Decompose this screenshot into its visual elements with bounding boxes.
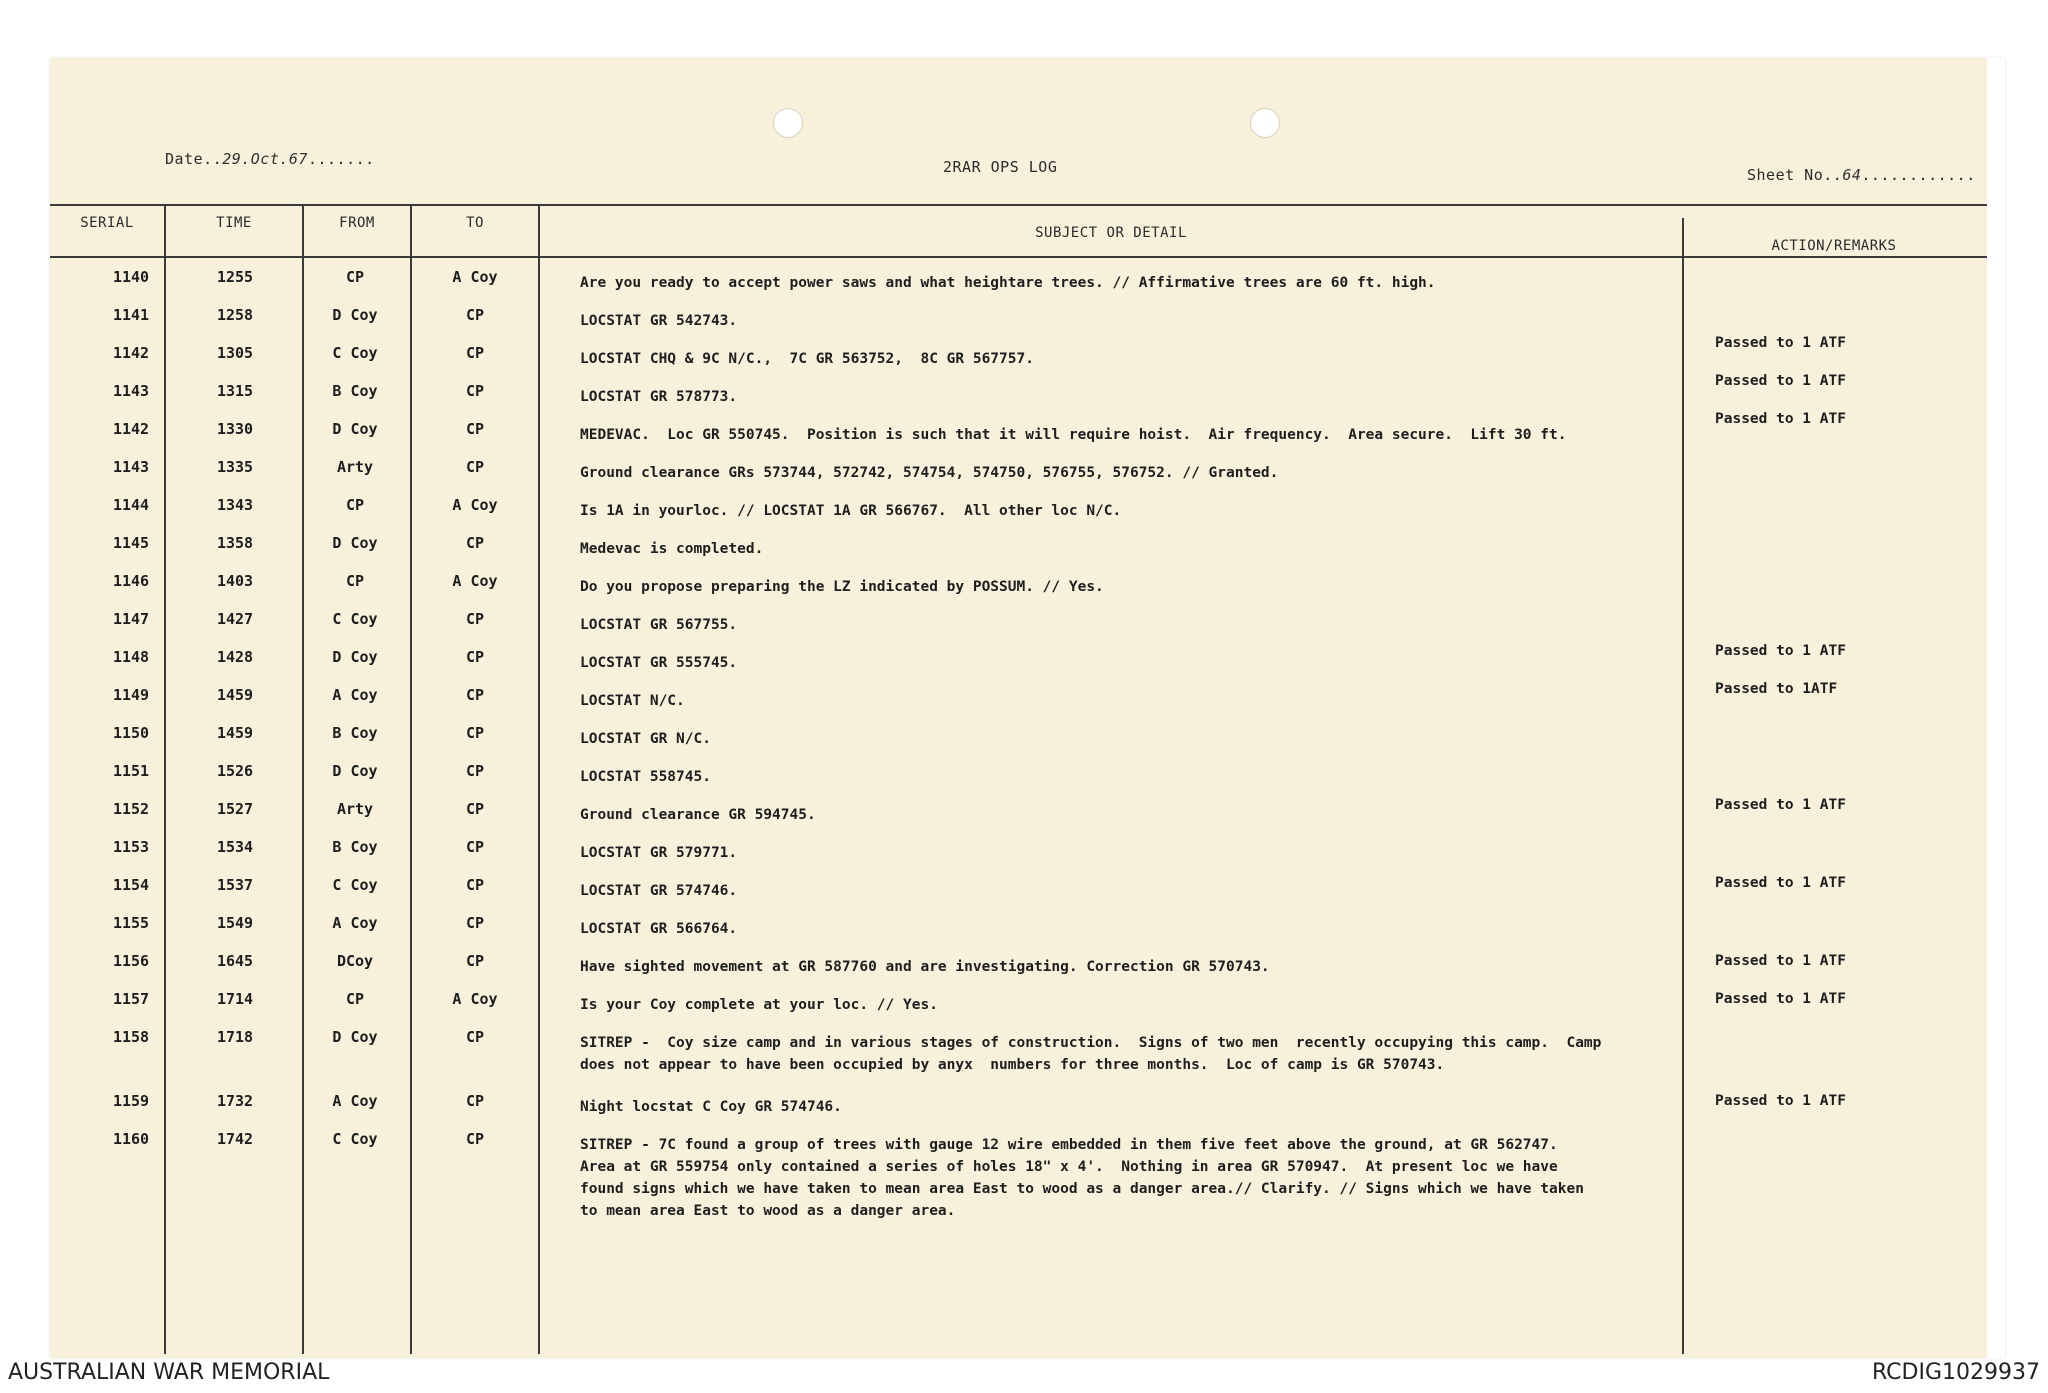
row-to: A Coy: [452, 572, 498, 590]
row-to: CP: [465, 648, 485, 666]
punch-hole-right: [1250, 108, 1280, 138]
row-detail: LOCSTAT GR 578773.: [580, 389, 738, 405]
row-serial: 1160: [112, 1130, 150, 1148]
row-serial: 1143: [112, 458, 150, 476]
page-title: 2RAR OPS LOG: [943, 158, 1058, 176]
row-to: A Coy: [452, 496, 498, 514]
row-to: CP: [465, 838, 485, 856]
date-value: 29.Oct.67: [222, 150, 308, 168]
row-time: 1305: [216, 344, 254, 362]
col-divider-from: [410, 204, 412, 1354]
row-detail: SITREP - Coy size camp and in various stages of construction. Signs of two men recently occupying this camp. Camp does not appear to have been occupied by anyx numbers for three months. Loc of camp is GR 570743.: [580, 1035, 1602, 1073]
row-remark: Passed to 1 ATF: [1715, 643, 1846, 659]
col-divider-time: [302, 204, 304, 1354]
row-detail: Are you ready to accept power saws and what heightare trees. // Affirmative trees are 60 ft. high.: [580, 275, 1436, 291]
row-from: D Coy: [332, 420, 378, 438]
row-from: CP: [345, 990, 365, 1008]
row-serial: 1151: [112, 762, 150, 780]
row-from: D Coy: [332, 762, 378, 780]
row-from: C Coy: [332, 610, 378, 628]
row-from: C Coy: [332, 876, 378, 894]
row-from: CP: [345, 572, 365, 590]
header-top-rule: [50, 204, 2005, 206]
row-serial: 1149: [112, 686, 150, 704]
row-detail: Night locstat C Coy GR 574746.: [580, 1099, 842, 1115]
row-serial: 1141: [112, 306, 150, 324]
row-serial: 1143: [112, 382, 150, 400]
row-to: CP: [465, 610, 485, 628]
row-from: Arty: [336, 458, 374, 476]
row-remark: Passed to 1 ATF: [1715, 335, 1846, 351]
punch-hole-left: [773, 108, 803, 138]
col-header-remarks: ACTION/REMARKS: [1771, 238, 1897, 254]
sheet-value: 64: [1842, 166, 1862, 184]
date-label: Date..: [165, 150, 223, 168]
row-time: 1527: [216, 800, 254, 818]
footer-credit: AUSTRALIAN WAR MEMORIAL: [8, 1360, 330, 1385]
row-from: DCoy: [336, 952, 374, 970]
row-from: B Coy: [332, 838, 378, 856]
row-detail: Ground clearance GR 594745.: [580, 807, 816, 823]
row-serial: 1146: [112, 572, 150, 590]
row-detail: LOCSTAT GR 574746.: [580, 883, 738, 899]
row-to: CP: [465, 344, 485, 362]
row-detail: Do you propose preparing the LZ indicated by POSSUM. // Yes.: [580, 579, 1104, 595]
row-serial: 1140: [112, 268, 150, 286]
row-from: CP: [345, 268, 365, 286]
log-sheet: [50, 58, 2005, 1358]
row-to: CP: [465, 382, 485, 400]
row-to: CP: [465, 876, 485, 894]
row-from: CP: [345, 496, 365, 514]
row-serial: 1150: [112, 724, 150, 742]
row-time: 1258: [216, 306, 254, 324]
row-remark: Passed to 1 ATF: [1715, 953, 1846, 969]
row-time: 1534: [216, 838, 254, 856]
row-remark: Passed to 1 ATF: [1715, 373, 1846, 389]
row-detail: LOCSTAT GR 566764.: [580, 921, 738, 937]
row-to: A Coy: [452, 268, 498, 286]
row-detail: Have sighted movement at GR 587760 and are investigating. Correction GR 570743.: [580, 959, 1270, 975]
row-serial: 1154: [112, 876, 150, 894]
row-to: CP: [465, 458, 485, 476]
col-header-from: FROM: [339, 215, 375, 231]
row-serial: 1156: [112, 952, 150, 970]
col-divider-to: [538, 204, 540, 1354]
row-time: 1343: [216, 496, 254, 514]
sheet-dots: ............: [1861, 166, 1976, 184]
row-time: 1335: [216, 458, 254, 476]
row-serial: 1142: [112, 344, 150, 362]
row-to: CP: [465, 686, 485, 704]
row-to: A Coy: [452, 990, 498, 1008]
row-serial: 1148: [112, 648, 150, 666]
row-remark: Passed to 1 ATF: [1715, 797, 1846, 813]
row-from: A Coy: [332, 686, 378, 704]
footer-record-id: RCDIG1029937: [1871, 1360, 2040, 1385]
row-time: 1645: [216, 952, 254, 970]
row-time: 1459: [216, 724, 254, 742]
row-from: D Coy: [332, 306, 378, 324]
row-from: A Coy: [332, 1092, 378, 1110]
row-time: 1732: [216, 1092, 254, 1110]
row-from: D Coy: [332, 648, 378, 666]
row-time: 1714: [216, 990, 254, 1008]
col-header-detail: SUBJECT OR DETAIL: [1035, 225, 1187, 241]
row-detail: LOCSTAT GR N/C.: [580, 731, 711, 747]
row-remark: Passed to 1 ATF: [1715, 991, 1846, 1007]
row-serial: 1155: [112, 914, 150, 932]
row-detail: LOCSTAT GR 555745.: [580, 655, 738, 671]
row-to: CP: [465, 420, 485, 438]
row-to: CP: [465, 1130, 485, 1148]
row-from: D Coy: [332, 534, 378, 552]
col-header-time: TIME: [216, 215, 252, 231]
row-detail: SITREP - 7C found a group of trees with gauge 12 wire embedded in them five feet above the ground, at GR 562747. Area at GR 559754 only contained a series of holes 18" x 4'. Nothing in area GR 570947. At present loc we have found signs which we have taken to mean area East to wood as a danger area.// Clarify. // Signs which we have taken to mean area East to wood as a danger area.: [580, 1137, 1584, 1219]
col-header-serial: SERIAL: [80, 215, 134, 231]
row-remark: Passed to 1 ATF: [1715, 411, 1846, 427]
row-to: CP: [465, 724, 485, 742]
row-to: CP: [465, 534, 485, 552]
row-detail: LOCSTAT GR 542743.: [580, 313, 738, 329]
sheet-number-field: [1747, 166, 1976, 184]
row-time: 1315: [216, 382, 254, 400]
row-serial: 1158: [112, 1028, 150, 1046]
row-detail: Is 1A in yourloc. // LOCSTAT 1A GR 566767. All other loc N/C.: [580, 503, 1122, 519]
row-detail: Ground clearance GRs 573744, 572742, 574754, 574750, 576755, 576752. // Granted.: [580, 465, 1279, 481]
row-remark: Passed to 1 ATF: [1715, 1093, 1846, 1109]
row-time: 1330: [216, 420, 254, 438]
row-to: CP: [465, 800, 485, 818]
row-detail: LOCSTAT CHQ & 9C N/C., 7C GR 563752, 8C GR 567757.: [580, 351, 1034, 367]
row-from: D Coy: [332, 1028, 378, 1046]
row-serial: 1147: [112, 610, 150, 628]
row-time: 1358: [216, 534, 254, 552]
row-detail: MEDEVAC. Loc GR 550745. Position is such that it will require hoist. Air frequency. Area secure. Lift 30 ft.: [580, 427, 1567, 443]
row-time: 1742: [216, 1130, 254, 1148]
row-serial: 1145: [112, 534, 150, 552]
row-serial: 1142: [112, 420, 150, 438]
row-serial: 1152: [112, 800, 150, 818]
row-to: CP: [465, 306, 485, 324]
row-serial: 1159: [112, 1092, 150, 1110]
sheet-label: Sheet No..: [1747, 166, 1843, 184]
row-to: CP: [465, 762, 485, 780]
date-field: [165, 150, 375, 168]
row-time: 1427: [216, 610, 254, 628]
row-from: A Coy: [332, 914, 378, 932]
row-to: CP: [465, 1028, 485, 1046]
row-serial: 1153: [112, 838, 150, 856]
row-detail: Medevac is completed.: [580, 541, 764, 557]
row-time: 1549: [216, 914, 254, 932]
row-to: CP: [465, 914, 485, 932]
row-time: 1459: [216, 686, 254, 704]
row-time: 1537: [216, 876, 254, 894]
row-detail: LOCSTAT GR 567755.: [580, 617, 738, 633]
row-serial: 1144: [112, 496, 150, 514]
row-time: 1255: [216, 268, 254, 286]
row-to: CP: [465, 1092, 485, 1110]
row-from: B Coy: [332, 724, 378, 742]
row-detail: LOCSTAT 558745.: [580, 769, 711, 785]
row-remark: Passed to 1 ATF: [1715, 875, 1846, 891]
row-from: B Coy: [332, 382, 378, 400]
row-time: 1526: [216, 762, 254, 780]
header-bottom-rule: [50, 256, 2005, 258]
row-to: CP: [465, 952, 485, 970]
row-detail: LOCSTAT N/C.: [580, 693, 685, 709]
date-dots: .......: [307, 150, 375, 168]
row-from: C Coy: [332, 1130, 378, 1148]
row-serial: 1157: [112, 990, 150, 1008]
col-divider-detail: [1682, 218, 1684, 1354]
row-remark: Passed to 1ATF: [1715, 681, 1838, 697]
row-time: 1718: [216, 1028, 254, 1046]
row-time: 1403: [216, 572, 254, 590]
row-from: C Coy: [332, 344, 378, 362]
row-time: 1428: [216, 648, 254, 666]
row-from: Arty: [336, 800, 374, 818]
col-header-to: TO: [466, 215, 484, 231]
row-detail: LOCSTAT GR 579771.: [580, 845, 738, 861]
row-detail: Is your Coy complete at your loc. // Yes.: [580, 997, 938, 1013]
